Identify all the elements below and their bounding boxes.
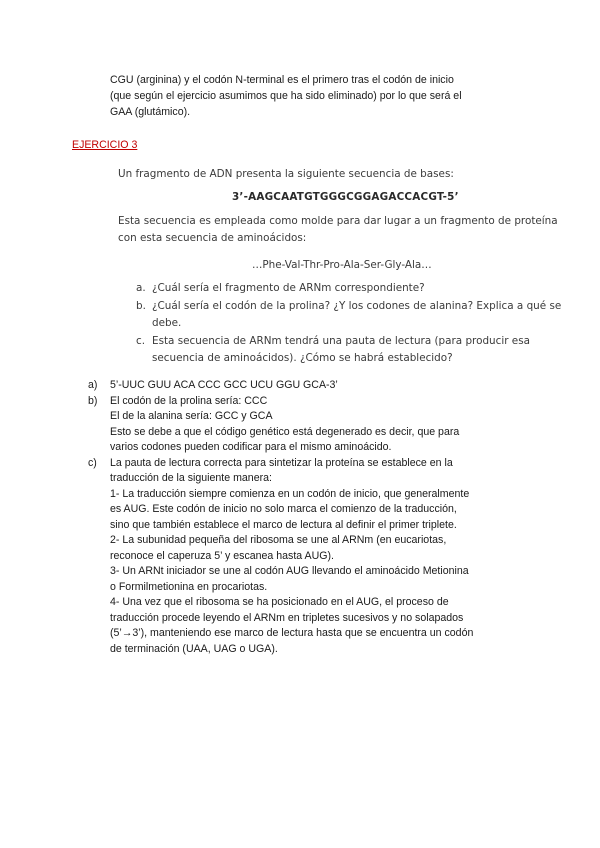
dna-sequence: 3’-AAGCAATGTGGGCGGAGACCACGT-5’ <box>232 191 459 203</box>
answer-line: de terminación (UAA, UAG o UGA). <box>110 642 278 655</box>
answer-line: 2- La subunidad pequeña del ribosoma se une al ARNm (en eucariotas, <box>110 534 447 546</box>
answer-line: 4- Una vez que el ribosoma se ha posicionado en el AUG, el proceso de <box>110 596 449 608</box>
answer-line: (5’→3’), manteniendo ese marco de lectura hasta que se encuentra un codón <box>110 627 474 639</box>
question-line: ¿Cuál sería el fragmento de ARNm correspondiente? <box>152 282 425 294</box>
answer-line: 3- Un ARNt iniciador se une al codón AUG llevando el aminoácido Metionina <box>110 565 469 577</box>
answers-list <box>88 378 548 657</box>
question-marker: c. <box>136 335 146 347</box>
exercise-title: EJERCICIO 3 <box>72 139 138 151</box>
question-marker: b. <box>136 300 146 312</box>
answer-marker: a) <box>88 379 98 391</box>
answer-line: reconoce el caperuza 5’ y escanea hasta AUG). <box>110 549 334 562</box>
exercise-statement-image <box>110 158 562 370</box>
question-line: Esta secuencia de ARNm tendrá una pauta de lectura (para producir esa <box>152 335 530 347</box>
answer-line: 1- La traducción siempre comienza en un codón de inicio, que generalmente <box>110 487 470 500</box>
intro-paragraph <box>110 72 530 120</box>
answer-item <box>88 378 548 394</box>
statement-line: con esta secuencia de aminoácidos: <box>118 232 307 244</box>
answer-line: El codón de la prolina sería: CCC <box>110 394 268 407</box>
answer-line: El de la alanina sería: GCC y GCA <box>110 410 273 422</box>
answer-line: varios codones pueden codificar para el mismo aminoácido. <box>110 441 392 453</box>
question-line: debe. <box>152 317 182 329</box>
intro-line: GAA (glutámico). <box>110 106 191 118</box>
answer-line: sino que también establece el marco de lectura al definir el primer triplete. <box>110 518 457 531</box>
answer-line: traducción procede leyendo el ARNm en tripletes sucesivos y no solapados <box>110 611 464 624</box>
answer-marker: c) <box>88 456 97 469</box>
answer-line: Esto se debe a que el código genético está degenerado es decir, que para <box>110 425 460 438</box>
answer-item <box>88 394 548 456</box>
answer-line: 5’-UUC GUU ACA CCC GCC UCU GGU GCA-3’ <box>110 379 338 391</box>
answer-line: La pauta de lectura correcta para sintetizar la proteína se establece en la <box>110 456 453 469</box>
answer-line: es AUG. Este codón de inicio no solo marca el comienzo de la traducción, <box>110 503 457 515</box>
question-line: ¿Cuál sería el codón de la prolina? ¿Y los codones de alanina? Explica a qué se <box>152 300 562 312</box>
answer-line: traducción de la siguiente manera: <box>110 472 272 484</box>
statement-line: Un fragmento de ADN presenta la siguiente secuencia de bases: <box>118 168 454 180</box>
intro-line: (que según el ejercicio asumimos que ha sido eliminado) por lo que será el <box>110 90 462 102</box>
intro-line: CGU (arginina) y el codón N-terminal es el primero tras el codón de inicio <box>110 74 454 86</box>
question-marker: a. <box>136 282 146 294</box>
answer-line: o Formilmetionina en procariotas. <box>110 580 268 593</box>
question-line: secuencia de aminoácidos). ¿Cómo se habrá establecido? <box>152 352 453 364</box>
statement-line: Esta secuencia es empleada como molde para dar lugar a un fragmento de proteína <box>118 215 558 227</box>
answer-item <box>88 456 548 658</box>
peptide-sequence: …Phe-Val-Thr-Pro-Ala-Ser-Gly-Ala… <box>252 259 432 271</box>
answer-marker: b) <box>88 394 98 407</box>
